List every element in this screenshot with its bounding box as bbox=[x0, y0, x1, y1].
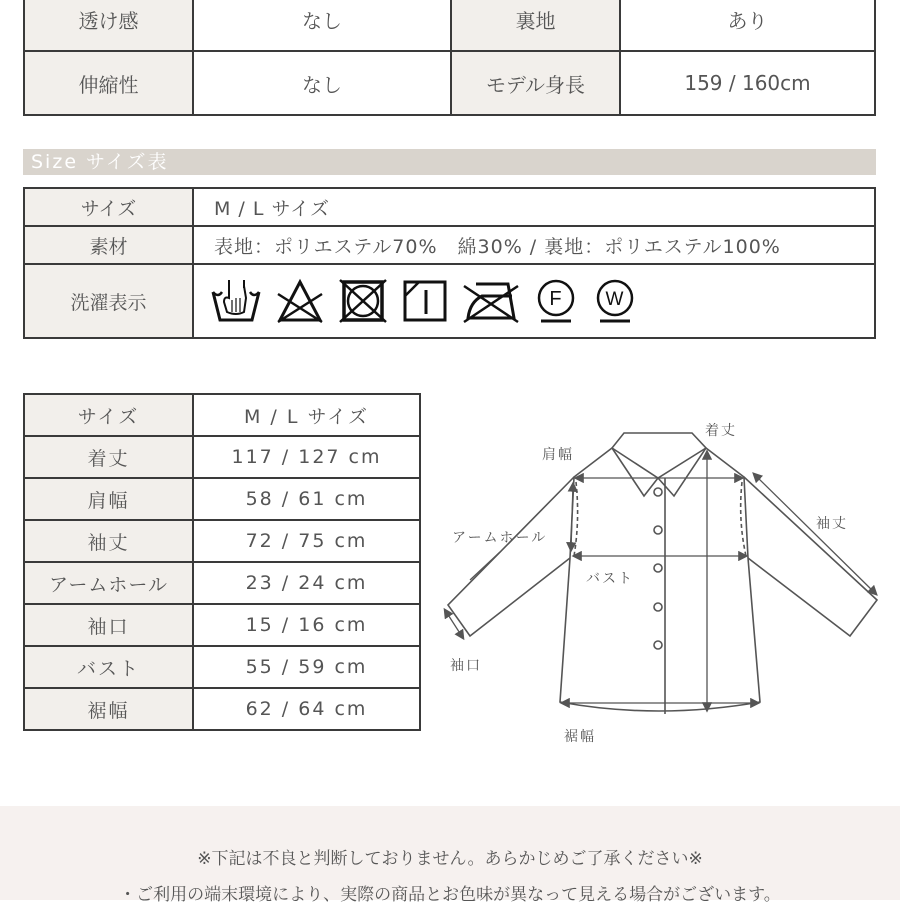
measurement-label: 裾幅 bbox=[24, 688, 193, 730]
table-row bbox=[24, 562, 420, 604]
dry-clean-f-icon bbox=[533, 278, 579, 324]
diagram-label-bust: バスト bbox=[586, 571, 634, 587]
section-header bbox=[23, 149, 876, 175]
spec-row-care bbox=[24, 264, 875, 338]
diagram-label-armhole: アームホール bbox=[452, 530, 548, 546]
spec-label: 素材 bbox=[24, 226, 193, 264]
attribute-value: なし bbox=[193, 0, 451, 51]
spec-value: 表地：ポリエステル70% 綿30% / 裏地：ポリエステル100% bbox=[193, 226, 875, 264]
size-label: サイズ bbox=[24, 394, 193, 436]
spec-row-material bbox=[24, 226, 875, 264]
attributes-row bbox=[24, 0, 875, 51]
care-symbols bbox=[193, 264, 875, 338]
measurement-label: 肩幅 bbox=[24, 478, 193, 520]
svg-text:F: F bbox=[549, 288, 563, 310]
spec-table bbox=[23, 187, 876, 339]
table-row bbox=[24, 688, 420, 730]
measurement-value: 15 / 16 cm bbox=[193, 604, 420, 646]
spec-label: 洗濯表示 bbox=[24, 264, 193, 338]
measurement-value: 23 / 24 cm bbox=[193, 562, 420, 604]
attribute-label: 透け感 bbox=[24, 0, 193, 51]
notice-disclaimer: ※下記は不良と判断しておりません。あらかじめご了承ください※ bbox=[197, 849, 703, 869]
shirt-outline-icon bbox=[430, 400, 900, 760]
size-value: M / L サイズ bbox=[193, 394, 420, 436]
spec-value: M / L サイズ bbox=[193, 188, 875, 226]
diagram-label-sleeve: 袖丈 bbox=[816, 516, 848, 532]
diagram-label-cuff: 袖口 bbox=[450, 658, 482, 674]
table-row bbox=[24, 646, 420, 688]
attributes-table bbox=[23, 0, 876, 116]
measurement-value: 58 / 61 cm bbox=[193, 478, 420, 520]
diagram-label-shoulder: 肩幅 bbox=[542, 447, 574, 463]
measurement-value: 72 / 75 cm bbox=[193, 520, 420, 562]
diagram-label-hem: 裾幅 bbox=[564, 729, 596, 745]
measurement-label: バスト bbox=[24, 646, 193, 688]
attribute-value: あり bbox=[620, 0, 875, 51]
attribute-label: 伸縮性 bbox=[24, 51, 193, 115]
attribute-label: モデル身長 bbox=[451, 51, 620, 115]
spec-row-size bbox=[24, 188, 875, 226]
diagram-label-length: 着丈 bbox=[705, 423, 737, 439]
measurement-label: 袖口 bbox=[24, 604, 193, 646]
table-row bbox=[24, 436, 420, 478]
no-tumble-dry-icon bbox=[338, 278, 388, 324]
no-bleach-icon bbox=[275, 278, 325, 324]
measurement-label: 着丈 bbox=[24, 436, 193, 478]
attribute-label: 裏地 bbox=[451, 0, 620, 51]
attributes-row bbox=[24, 51, 875, 115]
measurement-value: 117 / 127 cm bbox=[193, 436, 420, 478]
no-iron-icon bbox=[462, 278, 520, 324]
measurement-label: アームホール bbox=[24, 562, 193, 604]
notice-panel bbox=[0, 806, 900, 905]
notice-color-note: ・ご利用の端末環境により、実際の商品とお色味が異なって見える場合がございます。 bbox=[119, 885, 781, 905]
measurement-value: 55 / 59 cm bbox=[193, 646, 420, 688]
spec-label: サイズ bbox=[24, 188, 193, 226]
line-dry-shade-icon bbox=[401, 278, 449, 324]
measurement-value: 62 / 64 cm bbox=[193, 688, 420, 730]
measurement-label: 袖丈 bbox=[24, 520, 193, 562]
size-table bbox=[23, 393, 421, 731]
svg-text:W: W bbox=[605, 289, 625, 310]
garment-measurement-diagram bbox=[430, 400, 900, 760]
size-table-header bbox=[24, 394, 420, 436]
wet-clean-w-icon bbox=[592, 278, 638, 324]
section-title: Size サイズ表 bbox=[31, 151, 169, 173]
attribute-value: なし bbox=[193, 51, 451, 115]
hand-wash-icon bbox=[210, 278, 262, 324]
table-row bbox=[24, 520, 420, 562]
table-row bbox=[24, 478, 420, 520]
table-row bbox=[24, 604, 420, 646]
attribute-value: 159 / 160cm bbox=[620, 51, 875, 115]
